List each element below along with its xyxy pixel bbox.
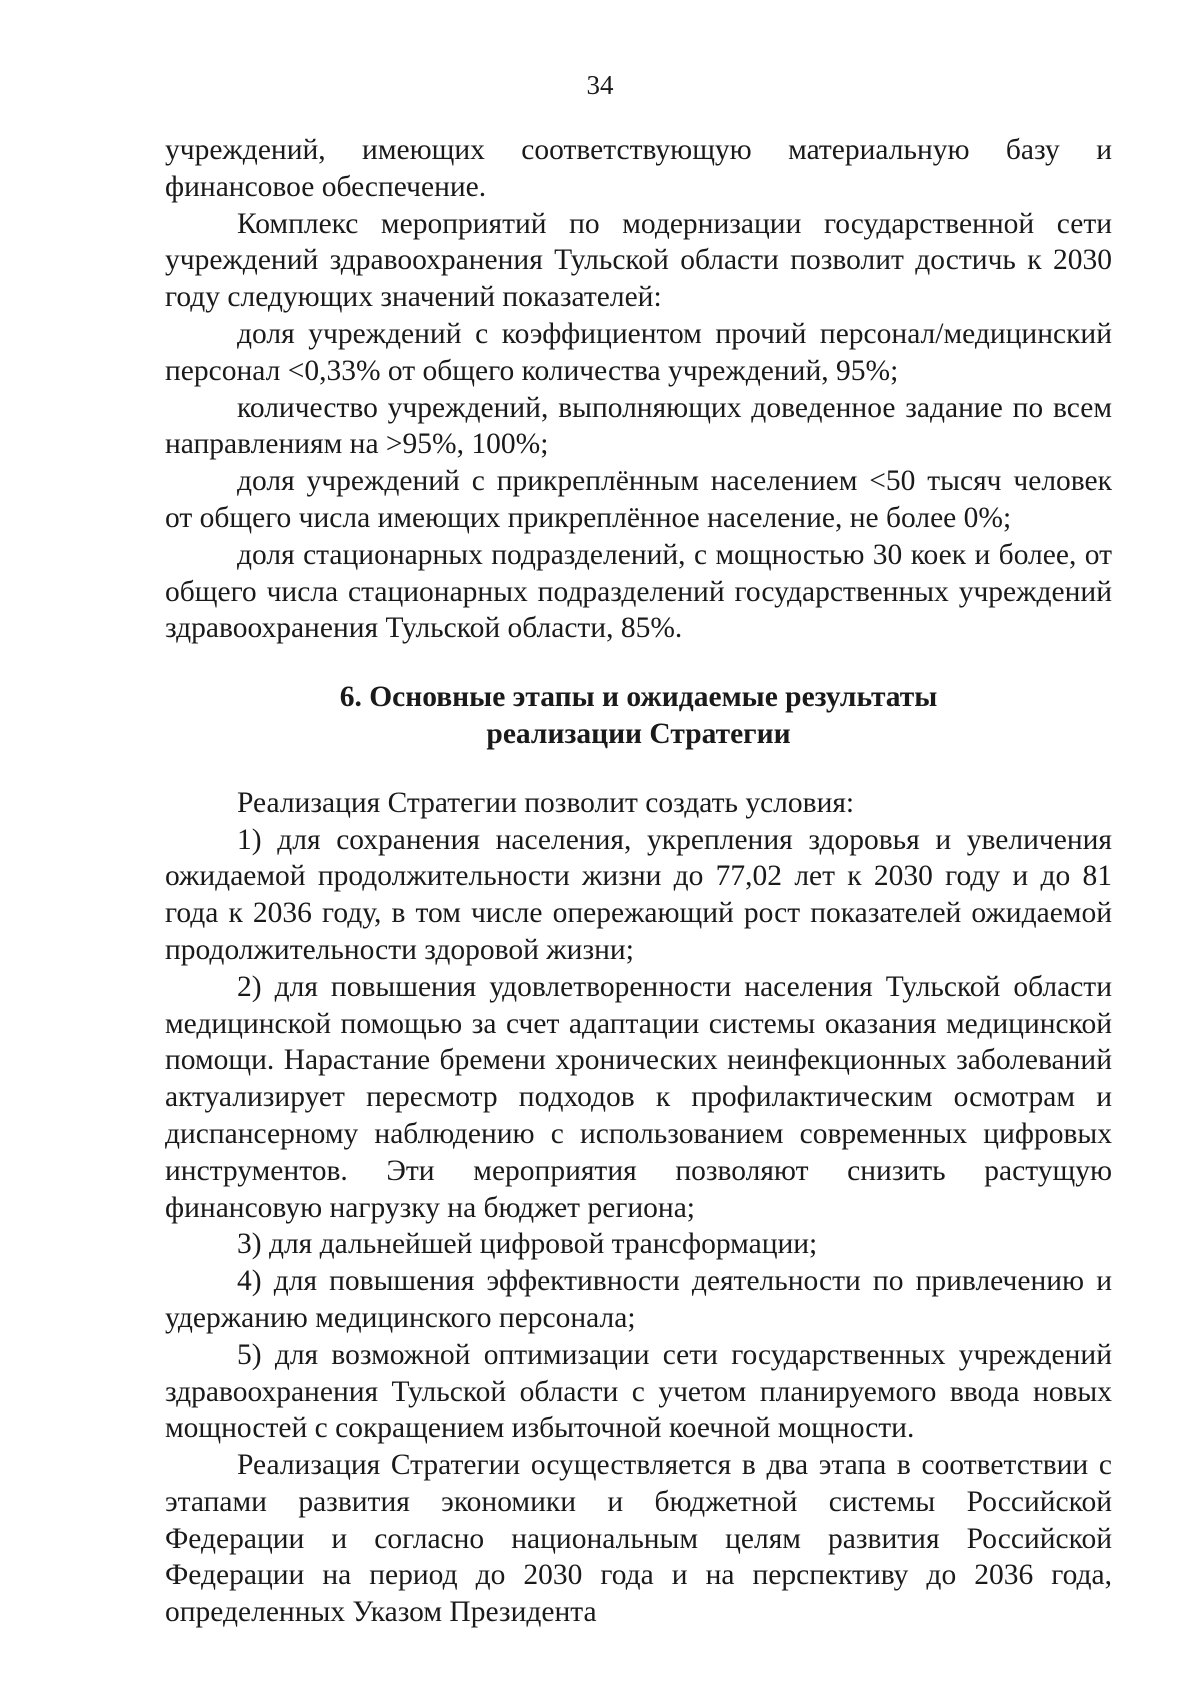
list-item: 2) для повышения удовлетворенности населения Тульской области медицинской помощью за счет адаптации системы оказания медицинской помощи. Нарастание бремени хронических неинфекционных заболеваний актуализирует пересмотр подходов к профилактическим осмотрам и диспансерному наблюдению с использованием современных цифровых инструментов. Эти мероприятия позволяют снизить растущую финансовую нагрузку на бюджет региона;	[165, 970, 1112, 1224]
indicator-item: количество учреждений, выполняющих доведенное задание по всем направлениям на >95%, 100%;	[165, 391, 1112, 461]
list-item: 5) для возможной оптимизации сети государственных учреждений здравоохранения Тульской области с учетом планируемого ввода новых мощностей с сокращением избыточной коечной мощности.	[165, 1338, 1112, 1445]
paragraph: Реализация Стратегии осуществляется в два этапа в соответствии с этапами развития экономики и бюджетной системы Российской Федерации и согласно национальным целям развития Российской Федерации на период до 2030 года и на перспективу до 2036 года, определенных Указом Президента	[165, 1449, 1112, 1629]
list-item: 3) для дальнейшей цифровой трансформации;	[237, 1228, 818, 1261]
list-item: 1) для сохранения населения, укрепления здоровья и увеличения ожидаемой продолжительности жизни до 77,02 лет к 2030 году и до 81 года к 2036 году, в том числе опережающий рост показателей ожидаемой продолжительности здоровой жизни;	[165, 823, 1112, 966]
section-heading-line: реализации Стратегии	[486, 717, 791, 750]
paragraph: Реализация Стратегии позволит создать условия:	[237, 786, 855, 819]
document-body	[165, 132, 1112, 1631]
paragraph: учреждений, имеющих соответствующую материальную базу и финансовое обеспечение.	[165, 134, 1112, 203]
indicator-item: доля учреждений с прикреплённым населением <50 тысяч человек от общего числа имеющих прикреплённое население, не более 0%;	[165, 465, 1112, 534]
list-item: 4) для повышения эффективности деятельности по привлечению и удержанию медицинского персонала;	[165, 1265, 1112, 1334]
paragraph: Комплекс мероприятий по модернизации государственной сети учреждений здравоохранения Тульской области позволит достичь к 2030 году следующих значений показателей:	[165, 207, 1112, 314]
section-heading-line: 6. Основные этапы и ожидаемые результаты	[339, 681, 938, 714]
section-heading	[165, 679, 1112, 753]
indicator-item: доля учреждений с коэффициентом прочий персонал/медицинский персонал <0,33% от общего количества учреждений, 95%;	[165, 317, 1112, 387]
indicator-item: доля стационарных подразделений, с мощностью 30 коек и более, от общего числа стационарных подразделений государственных учреждений здравоохранения Тульской области, 85%.	[165, 538, 1112, 645]
spacer	[165, 753, 1112, 785]
page-number: 34	[586, 70, 614, 100]
